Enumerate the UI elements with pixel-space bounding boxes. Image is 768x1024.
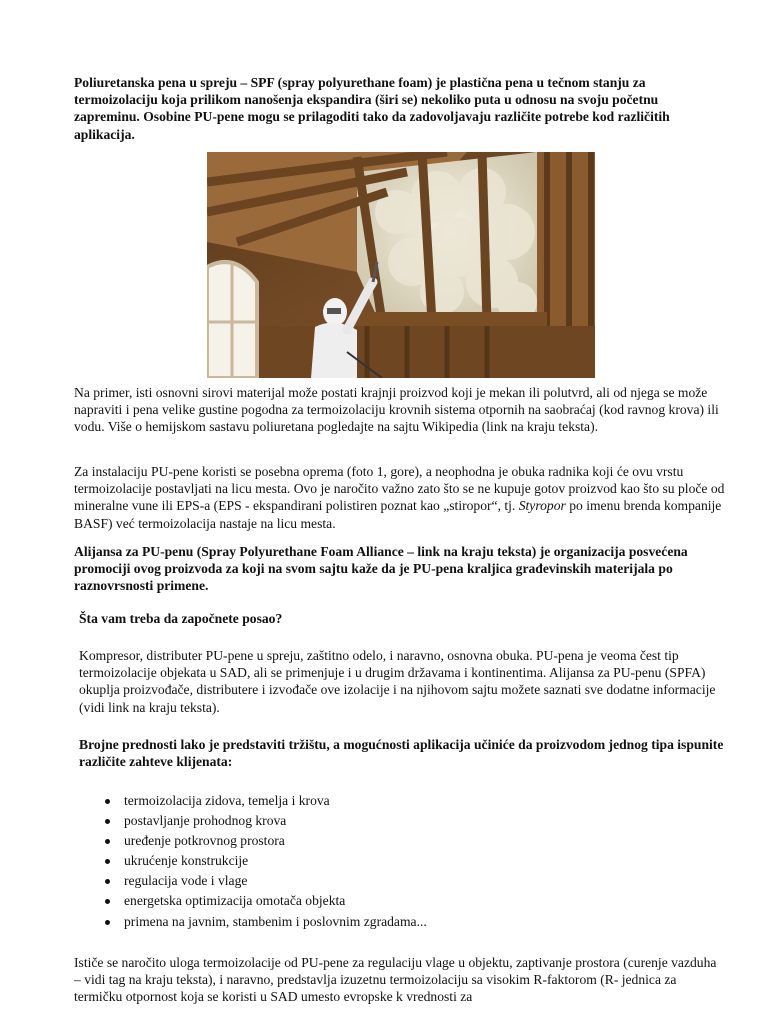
bullet-icon [105,799,110,804]
intro-paragraph: Poliuretanska pena u spreju – SPF (spray polyurethane foam) je plastična pena u tečnom stanju za termoizolaciju koja prilikom nanošenja ekspandira (širi se) nekoliko puta u odnosu na svoju početnu zapreminu. Osobine PU-pene mogu se prilagoditi tako da zadovoljavaju različite potrebe kod različitih aplikacija. [74,75,670,142]
bullet-icon [105,899,110,904]
attic-illustration [207,152,595,378]
list-item [79,871,679,891]
list-item-text: primena na javnim, stambenim i poslovnim zgradama... [124,913,427,929]
raw-material-paragraph: Na primer, isti osnovni sirovi materijal može postati krajnji proizvod koji je mekan ili polutvrd, ali od njega se može napraviti i pena velike gustine pogodna za termoizolaciju krovnih sistema otpornih na saobraćaj (kod ravnog krova) ili vodu. Više o hemijskom sastavu poliuretana pogledajte na sajtu Wikipedia (link na kraju teksta). [74,385,719,435]
installation-paragraph [74,463,726,532]
bullet-icon [105,839,110,844]
installation-text-end: po imenu brenda kompanije BASF) već termoizolacija nastaje na licu mesta. [74,498,722,531]
installation-text: Za instalaciju PU-pene koristi se posebna oprema (foto 1, gore), a neophodna je obuka radnika koji će ovu vrstu termoizolacije postavljati na licu mesta. Ovo je naročito važno zato što se ne kupuje gotov proizvod kao što su ploče od mineralne vune ili EPS-a (EPS - ekspandirani polistiren poznat kao „stiropor“, tj. [74,464,725,514]
bullet-icon [105,879,110,884]
list-item [79,831,679,851]
styropor-brand: Styropor [518,498,566,514]
list-item-text: uređenje potkrovnog prostora [124,833,285,849]
list-item-text: regulacija vode i vlage [124,873,248,889]
list-item-text: postavljanje prohodnog krova [124,813,287,829]
applications-list [79,791,679,932]
alliance-paragraph: Alijansa za PU-penu (Spray Polyurethane Foam Alliance – link na kraju teksta) je organizacija posvećena promociji ovog proizvoda za koji na svom sajtu kaže da je PU-pena kraljica građevinskih materijala po raznovrsnosti primene. [74,544,688,594]
list-item [79,891,679,911]
bullet-icon [105,920,110,925]
spray-foam-photo [207,152,595,378]
list-item [79,811,679,831]
advantages-paragraph: Brojne prednosti lako je predstaviti tržištu, a mogućnosti aplikacija učiniće da proizvodom jednog tipa ispunite različite zahteve klijenata: [79,737,724,770]
bullet-icon [105,859,110,864]
list-item [79,851,679,871]
moisture-paragraph: Ističe se naročito uloga termoizolacije od PU-pene za regulaciju vlage u objektu, zaptivanje prostora (curenje vazduha – vidi tag na kraju teksta), i naravno, predstavlja izuzetnu termoizolaciju sa visokim R-faktorom (R- jednica za termičku otpornost koja se koristi u SAD umesto evropske k vrednosti za [74,955,717,1005]
requirements-paragraph: Kompresor, distributer PU-pene u spreju, zaštitno odelo, i naravno, osnovna obuka. PU-pena je veoma čest tip termoizolacije objekata u SAD, ali se primenjuje i u drugim državama i kontinentima. Alijansa za PU-penu (SPFA) okuplja proizvođače, distributere i izvođače ove izolacije i na njihovom sajtu možete saznati sve dodatne informacije (vidi link na kraju teksta). [79,648,716,715]
list-item-text: energetska optimizacija omotača objekta [124,893,346,909]
list-item [79,791,679,811]
list-item [79,912,679,932]
bullet-icon [105,819,110,824]
list-item-text: termoizolacija zidova, temelja i krova [124,793,330,808]
section-question: Šta vam treba da započnete posao? [79,611,283,626]
list-item-text: ukrućenje konstrukcije [124,853,249,869]
